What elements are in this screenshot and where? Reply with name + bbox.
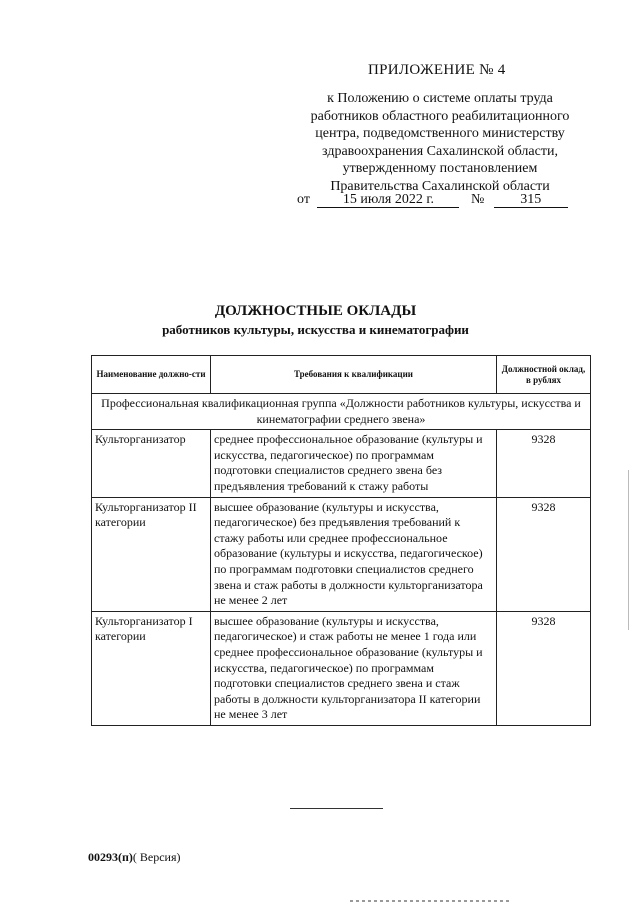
table-header-row [92, 356, 591, 394]
closing-separator-line [290, 808, 383, 809]
appendix-line: центра, подведомственного министерству [315, 126, 565, 141]
appendix-line: работников областного реабилитационного [310, 108, 570, 124]
table-row [92, 430, 591, 497]
resolution-date: 15 июля 2022 г. [317, 192, 459, 208]
scan-bottom-mark [350, 900, 510, 902]
resolution-date-row [297, 192, 568, 208]
group-row [92, 394, 591, 430]
header-salary: Должностной оклад, в рублях [497, 356, 591, 394]
appendix-line: здравоохранения Сахалинской области, [322, 143, 558, 159]
appendix-line: утвержденному постановлением [342, 161, 538, 176]
document-version: ( Версия) [132, 850, 181, 864]
scan-edge-mark [628, 470, 629, 630]
table-row [92, 497, 591, 611]
salary-cell: 9328 [497, 497, 591, 611]
number-prefix: № [470, 192, 485, 207]
document-code: 00293(п) [88, 850, 133, 864]
resolution-number: 315 [494, 192, 568, 208]
document-title: ДОЛЖНОСТНЫЕ ОКЛАДЫ [214, 303, 417, 319]
salary-cell: 9328 [497, 430, 591, 497]
position-cell: Культорганизатор [92, 430, 211, 497]
requirements-cell: высшее образование (культуры и искусства, педагогическое) без предъявления требований к стажу работы или среднее профессиональное образование (культуры и искусства, педагогическое) по программам подготовки специалистов среднего звена и стаж работы в должности культорганизатора не менее 2 лет [211, 497, 497, 611]
header-requirements: Требования к квалификации [211, 356, 497, 394]
position-cell: Культорганизатор I категории [92, 611, 211, 725]
salary-cell: 9328 [497, 611, 591, 725]
table-row [92, 611, 591, 725]
position-cell: Культорганизатор II категории [92, 497, 211, 611]
requirements-cell: высшее образование (культуры и искусства, педагогическое) и стаж работы не менее 1 года или среднее профессиональное образование (культуры и искусства, педагогическое) по программам подготовки специалистов среднего звена и стаж работы в должности культорганизатора II категории не менее 3 лет [211, 611, 497, 725]
qualification-group-title: Профессиональная квалификационная группа «Должности работников культуры, искусства и кинематографии среднего звена» [92, 394, 591, 430]
salary-table [91, 355, 591, 726]
date-prefix: от [297, 192, 310, 207]
appendix-line: к Положению о системе оплаты труда [327, 91, 553, 106]
header-position: Наименование должно-сти [92, 356, 211, 394]
document-subtitle: работников культуры, искусства и кинематографии [162, 322, 469, 337]
footer-code [88, 850, 181, 865]
appendix-line: Правительства Сахалинской области [330, 178, 550, 194]
requirements-cell: среднее профессиональное образование (культуры и искусства, педагогическое) по программам подготовки специалистов среднего звена без предъявления требований к стажу работы [211, 430, 497, 497]
appendix-title: ПРИЛОЖЕНИЕ № 4 [368, 62, 506, 78]
appendix-reference [290, 90, 590, 195]
